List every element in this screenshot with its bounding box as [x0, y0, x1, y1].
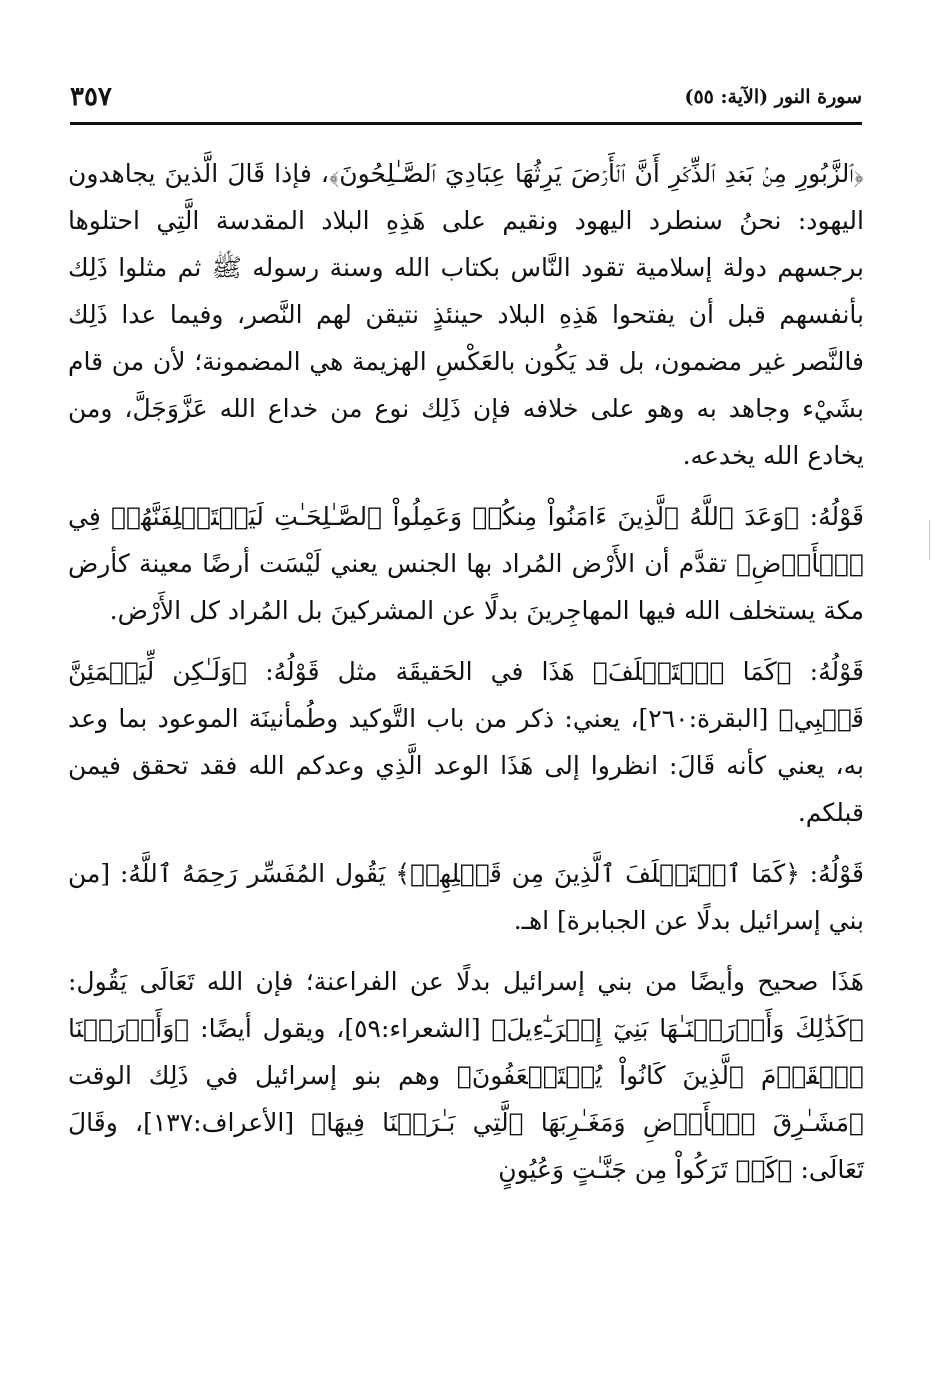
page-header — [70, 82, 862, 122]
page-number: ٣٥٧ — [70, 82, 112, 112]
header-rule — [70, 122, 862, 125]
page-body — [68, 150, 864, 1193]
paragraph-4: قَوْلُهُ: ﴿كَمَا ٱسۡتَخۡلَفَ ٱلَّذِينَ مِن قَبۡلِهِمۡ﴾ يَقُول المُفَسِّر رَحِمَهُ ٱللَّهُ: [من بني إسرائيل بدلًا عن الجبابرة] اهـ. — [68, 859, 864, 935]
paragraph-2: قَوْلُهُ: ﴿وَعَدَ ٱللَّهُ ٱلَّذِينَ ءَامَنُواْ مِنكُمۡ وَعَمِلُواْ ٱلصَّـٰلِحَـٰتِ لَيَسۡتَخۡلِفَنَّهُمۡ فِي ٱلۡأَرۡضِ﴾ تقدَّم أن الأَرْض المُراد بها الجنس يعني لَيْسَت أرضًا معينة كأرض مكة يستخلف الله فيها المهاجِرينَ بدلًا عن المشركينَ بل المُراد كل الأَرْض. — [68, 502, 864, 625]
paragraph-1: ﴿ٱلزَّبُورِ مِنۢ بَعۡدِ ٱلذِّكۡرِ أَنَّ ٱلۡأَرۡضَ يَرِثُهَا عِبَادِيَ ٱلصَّـٰلِحُونَ﴾، فإذا قَالَ الَّذينَ يجاهدون اليهود: نحنُ سنطرد اليهود ونقيم على هَذِهِ البلاد المقدسة الَّتِي احتلوها برجسهم دولة إسلامية تقود النَّاس بكتاب الله وسنة رسوله ﷺ ثم مثلوا ذَلِك بأنفسهم قبل أن يفتحوا هَذِهِ البلاد حينئذٍ نتيقن لهم النَّصر، وفيما عدا ذَلِك فالنَّصر غير مضمون، بل قد يَكُون بالعَكْسِ الهزيمة هي المضمونة؛ لأن من قام بشَيْء وجاهد به وهو على خلافه فإن ذَلِك نوع من خداع الله عَزَّوَجَلَّ، ومن يخادع الله يخدعه. — [68, 159, 864, 470]
paragraph-3: قَوْلُهُ: ﴿كَمَا ٱسۡتَخۡلَفَ﴾ هَذَا في الحَقيقَة مثل قَوْلُهُ: ﴿وَلَـٰكِن لِّيَطۡمَئِنَّ قَلۡبِي﴾ [البقرة:٢٦٠]، يعني: ذكر من باب التَّوكيد وطُمأنينَة الموعود بما وعد به، يعني كأنه قَالَ: انظروا إلى هَذَا الوعد الَّذِي وعدكم الله فقد تحقق فيمن قبلكم. — [68, 657, 864, 827]
paragraph-5: هَذَا صحيح وأيضًا من بني إسرائيل بدلًا عن الفراعنة؛ فإن الله تَعَالَى يَقُول: ﴿كَذَٰلِكَ وَأَوۡرَثۡنَـٰهَا بَنِيٓ إِسۡرَـٰٓءِيلَ﴾ [الشعراء:٥٩]، ويقول أيضًا: ﴿وَأَوۡرَثۡنَا ٱلۡقَوۡمَ ٱلَّذِينَ كَانُواْ يُسۡتَضۡعَفُونَ﴾ وهم بنو إسرائيل في ذَلِك الوقت ﴿مَشَـٰرِقَ ٱلۡأَرۡضِ وَمَغَـٰرِبَهَا ٱلَّتِي بَـٰرَكۡنَا فِيهَا﴾ [الأعراف:١٣٧]، وقَالَ تَعَالَى: ﴿كَمۡ تَرَكُواْ مِن جَنَّـٰتٍ وَعُيُونٍ — [68, 967, 865, 1184]
scan-edge-mark — [929, 520, 930, 560]
surah-title: سورة النور (الآية: ٥٥) — [684, 86, 862, 108]
